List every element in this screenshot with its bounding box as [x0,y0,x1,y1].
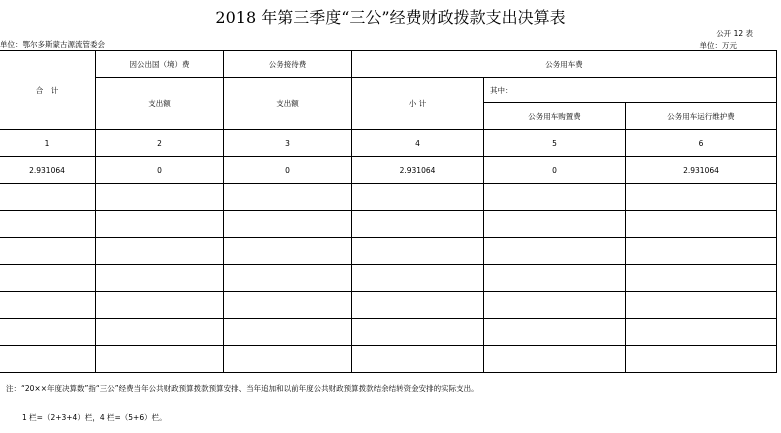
blank-row [0,211,777,238]
col-number: 4 [352,130,484,157]
blank-row [0,346,777,373]
cell-total: 2.931064 [0,157,96,184]
header-purchase: 公务用车购置费 [484,103,626,130]
blank-row [0,319,777,346]
header-subtotal: 小 计 [352,78,484,130]
col-number: 1 [0,130,96,157]
header-reception: 公务接待费 [224,51,352,78]
blank-row [0,265,777,292]
header-abroad-expense: 支出额 [96,78,224,130]
blank-row [0,238,777,265]
header-reception-expense: 支出额 [224,78,352,130]
col-number: 3 [224,130,352,157]
blank-row [0,292,777,319]
sheet-edge-line [776,228,781,268]
col-number: 2 [96,130,224,157]
col-number: 6 [626,130,777,157]
col-number: 5 [484,130,626,157]
page-title: 2018 年第三季度“三公”经费财政拨款支出决算表 [215,8,566,27]
unit-label: 单位：万元 [699,41,737,50]
cell-purchase: 0 [484,157,626,184]
footnote: 注：“20××年度决算数”指“三公”经费当年公共财政预算拨款预算安排、当年追加和以前年度公共财政预算拨款结余结转资金安排的实际支出。 [6,384,479,393]
cell-operation: 2.931064 [626,157,777,184]
blank-row [0,184,777,211]
table-row [0,157,777,184]
organization-label: 单位：鄂尔多斯蒙古源流管委会 [0,40,105,49]
header-operation: 公务用车运行维护费 [626,103,777,130]
formula-note: 1 栏=（2+3+4）栏，4 栏=（5+6）栏。 [22,413,167,422]
header-total: 合 计 [0,51,96,130]
header-abroad: 因公出国（境）费 [96,51,224,78]
cell-abroad: 0 [96,157,224,184]
header-vehicle: 公务用车费 [352,51,777,78]
header-of-which: 其中： [484,78,777,103]
cell-subtotal: 2.931064 [352,157,484,184]
expenditure-table [0,50,777,373]
form-number: 公开 12 表 [716,29,753,38]
cell-reception: 0 [224,157,352,184]
